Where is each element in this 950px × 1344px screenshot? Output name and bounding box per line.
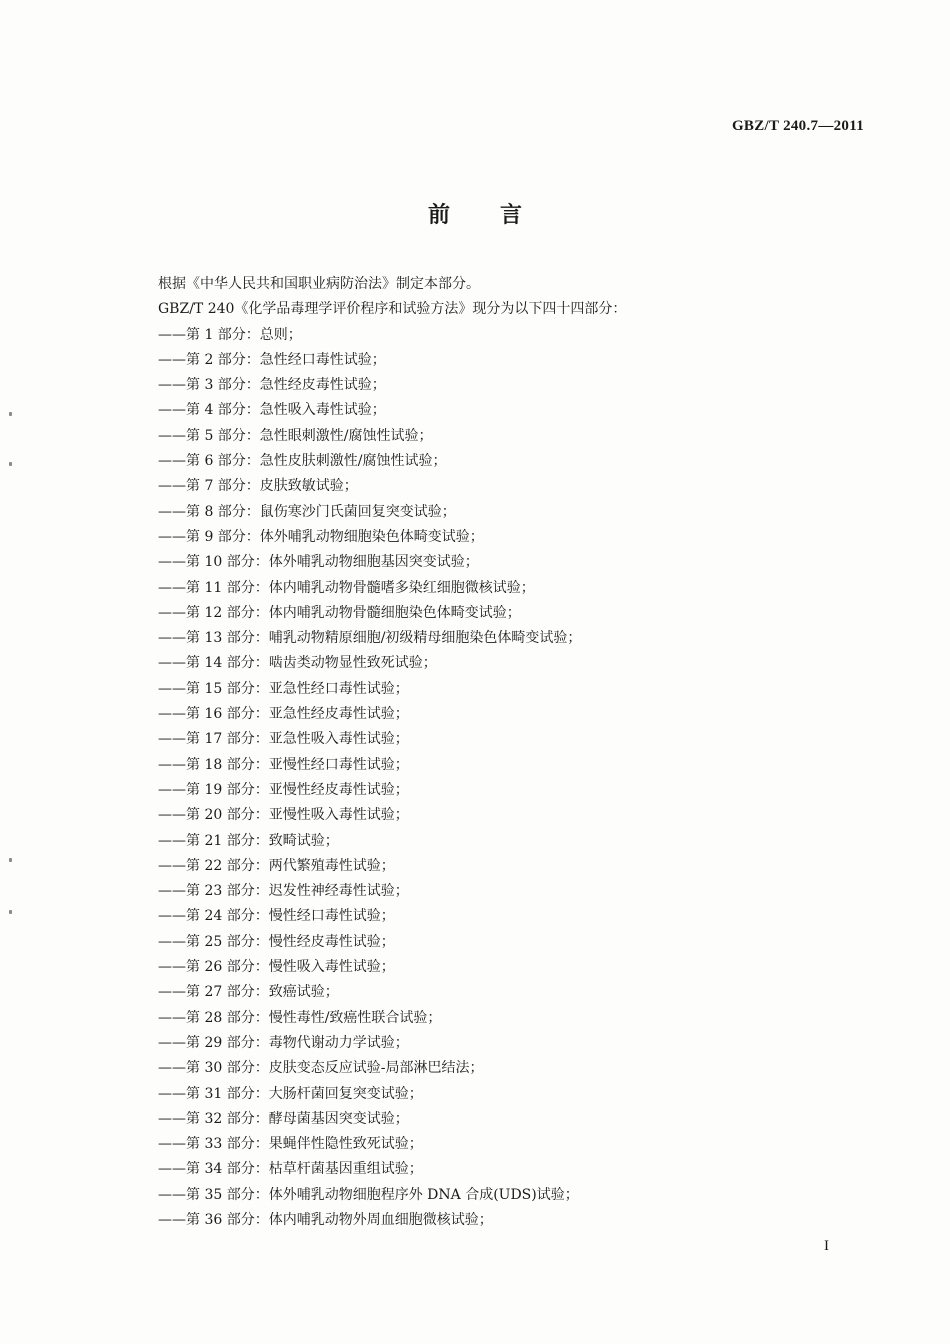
list-item: ——第 1 部分：总则； — [158, 326, 302, 343]
list-item: ——第 15 部分：亚急性经口毒性试验； — [158, 680, 409, 697]
scan-speck — [9, 412, 12, 416]
list-item: ——第 5 部分：急性眼刺激性/腐蚀性试验； — [158, 427, 433, 444]
list-item: ——第 16 部分：亚急性经皮毒性试验； — [158, 706, 409, 723]
list-item: ——第 17 部分：亚急性吸入毒性试验； — [158, 731, 409, 748]
list-item: ——第 21 部分：致畸试验； — [158, 832, 339, 849]
list-item: ——第 26 部分：慢性吸入毒性试验； — [158, 959, 395, 976]
list-item: ——第 2 部分：急性经口毒性试验； — [158, 351, 386, 368]
page-number: I — [824, 1238, 829, 1254]
list-item: ——第 36 部分：体内哺乳动物外周血细胞微核试验； — [158, 1211, 493, 1228]
list-item: ——第 12 部分：体内哺乳动物骨髓细胞染色体畸变试验； — [158, 604, 521, 621]
list-item: ——第 31 部分：大肠杆菌回复突变试验； — [158, 1085, 423, 1102]
list-item: ——第 7 部分：皮肤致敏试验； — [158, 478, 358, 495]
list-item: ——第 29 部分：毒物代谢动力学试验； — [158, 1034, 409, 1051]
list-item: ——第 30 部分：皮肤变态反应试验-局部淋巴结法； — [158, 1060, 484, 1077]
intro-paragraph: GBZ/T 240《化学品毒理学评价程序和试验方法》现分为以下四十四部分： — [158, 301, 627, 318]
parts-list — [158, 323, 878, 1234]
list-item: ——第 6 部分：急性皮肤刺激性/腐蚀性试验； — [158, 453, 447, 470]
list-item: ——第 33 部分：果蝇伴性隐性致死试验； — [158, 1136, 423, 1153]
list-item: ——第 22 部分：两代繁殖毒性试验； — [158, 857, 395, 874]
list-item: ——第 32 部分：酵母菌基因突变试验； — [158, 1110, 409, 1127]
list-item: ——第 9 部分：体外哺乳动物细胞染色体畸变试验； — [158, 528, 484, 545]
list-item: ——第 18 部分：亚慢性经口毒性试验； — [158, 756, 409, 773]
page-title: 前言 — [427, 203, 572, 228]
list-item: ——第 28 部分：慢性毒性/致癌性联合试验； — [158, 1009, 442, 1026]
list-item: ——第 8 部分：鼠伤寒沙门氏菌回复突变试验； — [158, 503, 456, 520]
list-item: ——第 25 部分：慢性经皮毒性试验； — [158, 933, 395, 950]
list-item: ——第 23 部分：迟发性神经毒性试验； — [158, 883, 409, 900]
foreword-body — [158, 272, 878, 1233]
list-item: ——第 20 部分：亚慢性吸入毒性试验； — [158, 807, 409, 824]
list-item: ——第 27 部分：致癌试验； — [158, 984, 339, 1001]
list-item: ——第 13 部分：哺乳动物精原细胞/初级精母细胞染色体畸变试验； — [158, 630, 582, 647]
intro-paragraph: 根据《中华人民共和国职业病防治法》制定本部分。 — [158, 276, 480, 292]
scan-speck — [9, 462, 12, 466]
list-item: ——第 11 部分：体内哺乳动物骨髓嗜多染红细胞微核试验； — [158, 579, 535, 596]
scan-speck — [9, 910, 12, 914]
list-item: ——第 4 部分：急性吸入毒性试验； — [158, 402, 386, 419]
list-item: ——第 14 部分：啮齿类动物显性致死试验； — [158, 655, 437, 672]
list-item: ——第 35 部分：体外哺乳动物细胞程序外 DNA 合成(UDS)试验； — [158, 1186, 579, 1203]
list-item: ——第 3 部分：急性经皮毒性试验； — [158, 377, 386, 394]
list-item: ——第 19 部分：亚慢性经皮毒性试验； — [158, 781, 409, 798]
list-item: ——第 10 部分：体外哺乳动物细胞基因突变试验； — [158, 554, 479, 571]
scan-speck — [9, 858, 12, 862]
document-code: GBZ/T 240.7—2011 — [731, 118, 864, 134]
list-item: ——第 34 部分：枯草杆菌基因重组试验； — [158, 1161, 423, 1178]
list-item: ——第 24 部分：慢性经口毒性试验； — [158, 908, 395, 925]
